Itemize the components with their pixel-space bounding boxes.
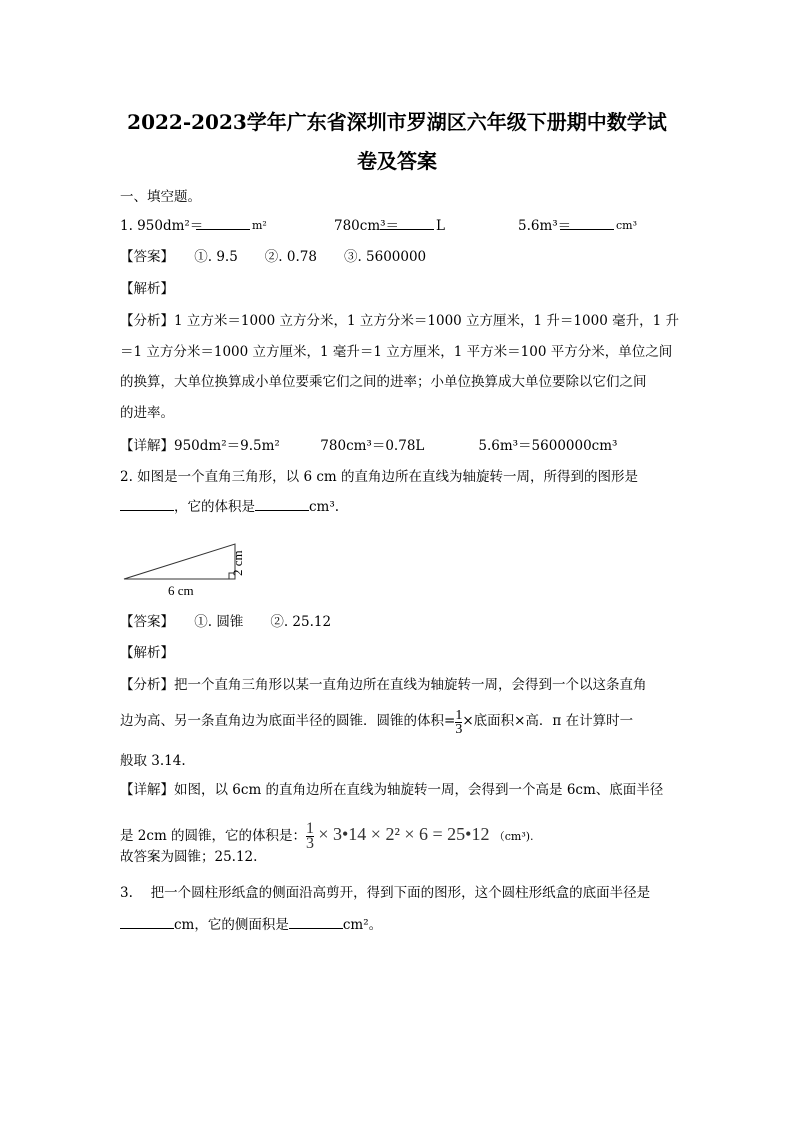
unit: cm³. — [309, 499, 340, 515]
q1-part-b: 780cm³＝ — [334, 218, 400, 234]
q1-answer: 【答案】 ①. 9.5 ②. 0.78 ③. 5600000 — [120, 249, 427, 265]
q3-line-2 — [120, 916, 382, 934]
unit: m² — [252, 219, 267, 232]
title-line-2: 卷及答案 — [357, 149, 437, 173]
q1-analysis: ＝1 立方分米＝1000 立方厘米，1 毫升＝1 立方厘米，1 平方米＝100 平方分米，单位之间 — [120, 344, 673, 360]
formula: × 3•14 × 2² × 6 = 25•12 — [318, 824, 490, 844]
title-line-1: 2022-2023学年广东省深圳市罗湖区六年级下册期中数学试 — [127, 110, 667, 134]
q2-line-1: 2. 如图是一个直角三角形，以 6 cm 的直角边所在直线为轴旋转一周，所得到的图形是 — [120, 469, 638, 485]
den: 3 — [306, 835, 315, 852]
fraction — [306, 822, 314, 851]
q2-line-2 — [120, 498, 339, 516]
q2-analysis: 【分析】把一个直角三角形以某一直角边所在直线为轴旋转一周，会得到一个以这条直角 — [120, 677, 647, 693]
q3-line-1: 3. 把一个圆柱形纸盒的侧面沿高剪开，得到下面的图形，这个圆柱形纸盒的底面半径是 — [120, 885, 651, 901]
unit: （cm³). — [493, 830, 534, 843]
section-heading: 一、填空题。 — [120, 189, 201, 205]
q1-analysis: 的换算，大单位换算成小单位要乘它们之间的进率；小单位换算成大单位要除以它们之间 — [120, 374, 647, 390]
text: 是 2cm 的圆锥，它的体积是： — [120, 828, 307, 844]
den: 3 — [455, 722, 463, 737]
unit: cm³ — [616, 219, 638, 232]
num: 1 — [306, 820, 315, 837]
text: 边为高、另一条直角边为底面半径的圆锥．圆锥的体积= — [120, 713, 456, 729]
q1-detail: 【详解】950dm²＝9.5m² 780cm³＝0.78L 5.6m³＝5600000cm³ — [120, 438, 618, 454]
text: cm，它的侧面积是 — [174, 917, 289, 933]
q2-conclusion: 故答案为圆锥；25.12. — [120, 849, 258, 865]
base-label: 6 cm — [168, 583, 194, 598]
q2-detail: 【详解】如图，以 6cm 的直角边所在直线为轴旋转一周，会得到一个高是 6cm、底面半径 — [120, 782, 664, 798]
q2-analysis — [120, 706, 633, 736]
num: 1 — [455, 708, 463, 723]
right-triangle-figure — [120, 540, 260, 600]
height-label: 2 cm — [230, 550, 245, 576]
q1-jiexi: 【解析】 — [120, 281, 174, 297]
q1-analysis: 【分析】1 立方米＝1000 立方分米，1 立方分米＝1000 立方厘米，1 升＝1000 毫升，1 升 — [120, 313, 679, 329]
q2-analysis: 般取 3.14. — [120, 753, 186, 769]
q1-part-a: 1. 950dm²＝ — [120, 218, 204, 234]
unit: cm²。 — [342, 917, 383, 933]
q2-answer: 【答案】 ①. 圆锥 ②. 25.12 — [120, 614, 332, 630]
q1-part-c: 5.6m³＝ — [518, 218, 572, 234]
unit: L — [436, 218, 445, 234]
q2-jiexi: 【解析】 — [120, 645, 174, 661]
q1-analysis: 的进率。 — [120, 405, 174, 421]
text: ×底面积×高．π 在计算时一 — [462, 713, 634, 729]
text: ，它的体积是 — [174, 499, 255, 515]
